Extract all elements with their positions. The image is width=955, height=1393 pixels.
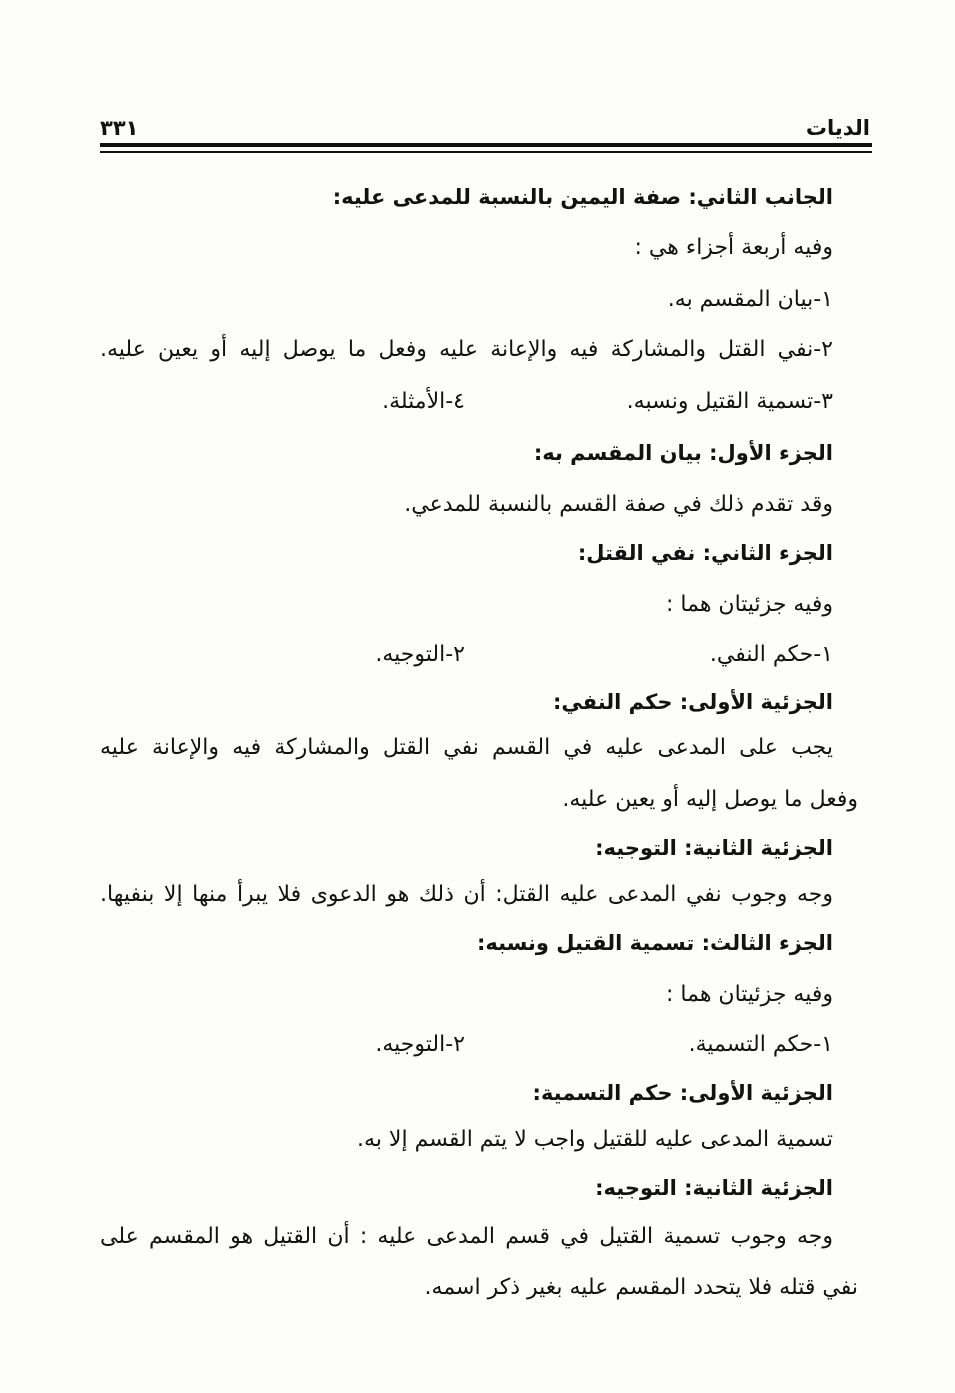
part2-sub1-heading [100, 680, 833, 724]
paragraph-text: وفيه جزئيتان هما : [666, 592, 833, 617]
paragraph-text: وقد تقدم ذلك في صفة القسم بالنسبة للمدعي. [404, 492, 833, 517]
subpart-heading-text: الجزئية الثانية: التوجيه: [595, 836, 833, 860]
paragraph-line: وفعل ما يوصل إليه أو يعين عليه. [562, 787, 858, 812]
page-number [100, 108, 138, 148]
list-item-text: ٣-تسمية القتيل ونسبه. [626, 389, 833, 414]
part1-heading [100, 431, 833, 475]
paragraph-line: تسمية المدعى عليه للقتيل واجب لا يتم القسم إلا به. [357, 1127, 833, 1152]
paragraph-line: نفي قتله فلا يتحدد المقسم عليه بغير ذكر اسمه. [424, 1275, 858, 1300]
list-item-text: ٢-نفي القتل والمشاركة فيه والإعانة عليه وفعل ما يوصل إليه أو يعين عليه. [100, 337, 833, 362]
part2-sub2-heading [100, 826, 833, 870]
paragraph-line: وجه وجوب تسمية القتيل في قسم المدعى عليه : أن القتيل هو المقسم على [100, 1224, 833, 1249]
part3-sub1-heading [100, 1071, 833, 1115]
part2-intro [100, 583, 833, 627]
list-item-2 [100, 328, 833, 372]
part3-sub1-text [100, 1118, 833, 1162]
part-heading-text: الجزء الثاني: نفي القتل: [577, 541, 833, 565]
page-number-text: ٣٣١ [100, 116, 139, 140]
subpart-heading-text: الجزئية الأولى: حكم النفي: [552, 690, 833, 714]
header-rule-thin [100, 151, 872, 153]
part2-item-2 [100, 633, 465, 677]
list-item-text: ٤-الأمثلة. [382, 389, 465, 414]
running-head-title-text: الديات [805, 116, 870, 140]
part2-sub1-line-2 [100, 778, 858, 822]
paragraph-text: وفيه جزئيتان هما : [666, 982, 833, 1007]
part2-sub2-text [100, 873, 833, 917]
section-heading-text: الجانب الثاني: صفة اليمين بالنسبة للمدعى عليه: [332, 185, 833, 209]
paragraph-line: يجب على المدعى عليه في القسم نفي القتل والمشاركة فيه والإعانة عليه [100, 735, 833, 760]
subpart-heading-text: الجزئية الأولى: حكم التسمية: [532, 1081, 833, 1105]
part2-item-1 [480, 633, 833, 677]
part-heading-text: الجزء الثالث: تسمية القتيل ونسبه: [476, 931, 833, 955]
list-item-1 [100, 278, 833, 322]
section-heading [100, 175, 833, 219]
running-head-title [806, 108, 870, 148]
paragraph-line: وجه وجوب نفي المدعى عليه القتل: أن ذلك هو الدعوى فلا يبرأ منها إلا بنفيها. [100, 882, 833, 907]
part2-sub1-line-1 [100, 726, 833, 770]
part3-item-2 [100, 1023, 465, 1067]
part3-sub2-heading [100, 1166, 833, 1210]
part3-item-1 [480, 1023, 833, 1067]
part-heading-text: الجزء الأول: بيان المقسم به: [533, 441, 833, 465]
list-item-text: ١-حكم النفي. [709, 642, 833, 667]
list-item-text: ٢-التوجيه. [375, 1032, 465, 1057]
list-item-3 [480, 380, 833, 424]
list-item-text: ١-حكم التسمية. [688, 1032, 833, 1057]
part1-text [100, 483, 833, 527]
part3-sub2-line-1 [100, 1215, 833, 1259]
subpart-heading-text: الجزئية الثانية: التوجيه: [595, 1176, 833, 1200]
section-intro [100, 226, 833, 270]
part2-heading [100, 531, 833, 575]
list-item-text: ٢-التوجيه. [375, 642, 465, 667]
part3-heading [100, 921, 833, 965]
list-item-4 [100, 380, 465, 424]
list-item-text: ١-بيان المقسم به. [667, 287, 833, 312]
section-intro-text: وفيه أربعة أجزاء هي : [634, 235, 833, 260]
part3-intro [100, 973, 833, 1017]
part3-sub2-line-2 [100, 1266, 858, 1310]
header-rule-thick [100, 143, 872, 147]
